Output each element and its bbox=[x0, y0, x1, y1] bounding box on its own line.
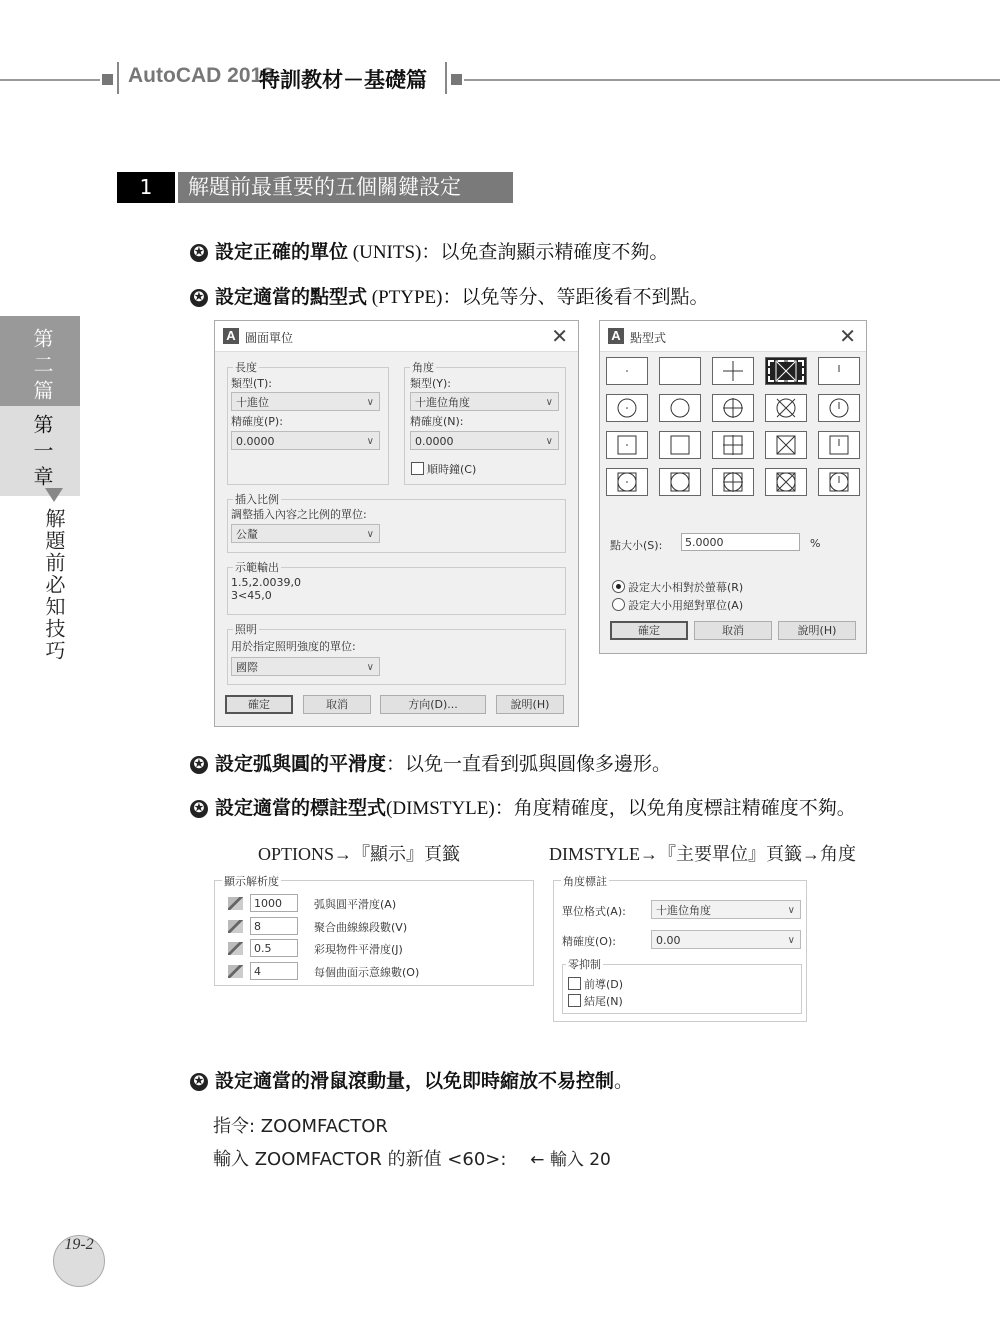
star-bullet-icon: ✪ bbox=[190, 289, 208, 307]
side-part-label: 第二篇 bbox=[30, 328, 54, 406]
point-style-option[interactable] bbox=[659, 468, 701, 496]
insert-label: 調整插入內容之比例的單位: bbox=[231, 508, 367, 521]
bullet-rest: 。 bbox=[614, 1070, 634, 1092]
point-size-label: 點大小(S): bbox=[610, 539, 663, 552]
units-dialog bbox=[214, 320, 579, 727]
autocad-logo-icon: A bbox=[223, 328, 239, 344]
point-style-plus-circle-icon bbox=[713, 395, 753, 421]
resolution-value-input[interactable]: 1000 bbox=[250, 894, 298, 912]
point-style-option[interactable] bbox=[818, 431, 860, 459]
direction-button[interactable]: 方向(D)... bbox=[380, 695, 486, 714]
precision-label: 精確度(O): bbox=[562, 935, 616, 948]
units-dialog-titlebar bbox=[215, 321, 578, 352]
leading-checkbox[interactable] bbox=[568, 977, 581, 990]
options-caption: OPTIONS→『顯示』頁籤 bbox=[258, 844, 461, 864]
point-style-tick-circle-icon bbox=[819, 395, 859, 421]
angle-precision-label: 精確度(N): bbox=[410, 415, 464, 428]
bullet-smoothness bbox=[190, 749, 671, 776]
bullet-bold: 設定適當的標註型式 bbox=[215, 797, 387, 819]
units-dialog-title: 圖面單位 bbox=[245, 331, 294, 345]
side-chapter-label: 第一章 bbox=[30, 414, 54, 492]
point-style-cross-icon bbox=[766, 358, 806, 384]
bullet-rest: ：以免查詢顯示精確度不夠。 bbox=[421, 241, 669, 263]
section-number: 1 bbox=[117, 172, 175, 203]
chevron-down-icon: ∨ bbox=[787, 905, 795, 916]
length-precision-select[interactable] bbox=[231, 431, 380, 450]
chevron-down-icon: ∨ bbox=[545, 397, 553, 408]
resolution-value-input[interactable]: 8 bbox=[250, 917, 298, 935]
bullet-rest: ：以免一直看到弧與圓像多邊形。 bbox=[386, 753, 672, 775]
star-bullet-icon: ✪ bbox=[190, 1073, 208, 1091]
point-style-option[interactable] bbox=[659, 394, 701, 422]
resolution-setting-label: 彩現物件平滑度(J) bbox=[314, 943, 403, 956]
header-title-box bbox=[117, 62, 447, 94]
point-size-input[interactable]: 5.0000 bbox=[681, 533, 800, 551]
section-title: 解題前最重要的五個關鍵設定 bbox=[178, 172, 513, 203]
bullet-code: (UNITS) bbox=[348, 242, 422, 263]
length-precision-value: 0.0000 bbox=[236, 435, 275, 448]
ok-button[interactable]: 確定 bbox=[610, 621, 688, 640]
length-type-select[interactable] bbox=[231, 392, 380, 411]
clockwise-checkbox[interactable] bbox=[411, 462, 424, 475]
resolution-setting-label: 聚合曲線線段數(V) bbox=[314, 920, 408, 934]
point-style-none-circle-square-icon bbox=[660, 469, 700, 495]
bullet-code: (PTYPE) bbox=[367, 287, 443, 308]
point-style-tick-circle-square-icon bbox=[819, 469, 859, 495]
precision-select[interactable] bbox=[651, 930, 801, 949]
angle-group-label: 角度 bbox=[412, 361, 434, 374]
point-style-tick-icon bbox=[819, 358, 859, 384]
sample-output-line1: 1.5,2.0039,0 bbox=[231, 576, 301, 589]
trailing-checkbox[interactable] bbox=[568, 994, 581, 1007]
point-style-cross-square-icon bbox=[766, 432, 806, 458]
point-style-option[interactable] bbox=[659, 357, 701, 385]
unit-format-select[interactable] bbox=[651, 900, 801, 919]
bullet-code: (DIMSTYLE) bbox=[386, 798, 495, 819]
side-tab-chapter bbox=[0, 406, 80, 496]
side-arrow-icon bbox=[45, 488, 63, 502]
ok-button[interactable]: 確定 bbox=[225, 695, 293, 714]
chevron-down-icon: ∨ bbox=[366, 397, 374, 408]
angular-dimension-label: 角度標註 bbox=[563, 875, 607, 888]
point-style-option[interactable] bbox=[765, 357, 807, 385]
insert-group-label: 插入比例 bbox=[235, 493, 279, 506]
absolute-size-label: 設定大小用絕對單位(A) bbox=[628, 599, 744, 612]
chevron-down-icon: ∨ bbox=[366, 662, 374, 673]
display-resolution-panel bbox=[214, 875, 534, 986]
drawing-file-icon bbox=[228, 897, 243, 910]
bullet-rest: ：角度精確度，以免角度標註精確度不夠。 bbox=[494, 797, 856, 819]
header-title: 特訓教材－基礎篇 bbox=[259, 68, 427, 92]
bullet-units bbox=[190, 237, 668, 264]
header-square-right bbox=[451, 74, 462, 85]
point-style-option[interactable] bbox=[659, 431, 701, 459]
display-resolution-label: 顯示解析度 bbox=[224, 875, 279, 888]
angle-precision-value: 0.0000 bbox=[415, 435, 454, 448]
clockwise-label: 順時鐘(C) bbox=[427, 463, 477, 476]
command-prompt: 輸入 ZOOMFACTOR 的新值 <60>: bbox=[213, 1149, 507, 1170]
length-type-label: 類型(T): bbox=[231, 377, 273, 390]
chevron-down-icon: ∨ bbox=[787, 935, 795, 946]
point-style-dot-square-icon bbox=[607, 432, 647, 458]
zero-suppression-label: 零抑制 bbox=[568, 958, 601, 971]
resolution-value-input[interactable]: 0.5 bbox=[250, 939, 298, 957]
help-button[interactable]: 說明(H) bbox=[778, 621, 856, 640]
point-style-tick-square-icon bbox=[819, 432, 859, 458]
point-style-option[interactable] bbox=[606, 468, 648, 496]
point-style-plus-square-icon bbox=[713, 432, 753, 458]
length-group-label: 長度 bbox=[235, 361, 257, 374]
page-number: 19-2 bbox=[53, 1235, 105, 1287]
chevron-down-icon: ∨ bbox=[366, 529, 374, 540]
point-style-option[interactable] bbox=[765, 394, 807, 422]
help-button[interactable]: 說明(H) bbox=[496, 695, 564, 714]
point-style-none-icon bbox=[660, 358, 700, 384]
point-style-plus-icon bbox=[713, 358, 753, 384]
side-topic-label: 解題前必知技巧 bbox=[42, 508, 66, 662]
precision-value: 0.00 bbox=[656, 934, 681, 947]
point-style-plus-circle-square-icon bbox=[713, 469, 753, 495]
relative-size-label: 設定大小相對於螢幕(R) bbox=[628, 581, 744, 594]
point-style-dialog bbox=[599, 320, 867, 654]
sample-output-line2: 3<45,0 bbox=[231, 589, 272, 602]
command-note: ← 輸入 20 bbox=[530, 1150, 611, 1170]
point-style-option[interactable] bbox=[765, 431, 807, 459]
sample-output-label: 示範輸出 bbox=[235, 561, 279, 574]
bullet-bold: 設定適當的點型式 bbox=[215, 286, 368, 308]
angle-type-select[interactable] bbox=[410, 392, 559, 411]
unit-format-value: 十進位角度 bbox=[656, 904, 711, 917]
point-style-dot-icon bbox=[607, 358, 647, 384]
point-size-unit: % bbox=[810, 537, 821, 550]
point-style-dot-circle-icon bbox=[607, 395, 647, 421]
length-precision-label: 精確度(P): bbox=[231, 415, 283, 428]
star-bullet-icon: ✪ bbox=[190, 244, 208, 262]
resolution-value-input[interactable]: 4 bbox=[250, 962, 298, 980]
absolute-size-radio[interactable] bbox=[612, 598, 625, 611]
bullet-rest: ：以免等分、等距後看不到點。 bbox=[442, 286, 709, 308]
relative-size-radio[interactable] bbox=[612, 580, 625, 593]
point-style-option[interactable] bbox=[606, 431, 648, 459]
point-style-dot-circle-square-icon bbox=[607, 469, 647, 495]
unit-format-label: 單位格式(A): bbox=[562, 905, 626, 918]
length-type-value: 十進位 bbox=[236, 396, 269, 409]
point-style-option[interactable] bbox=[712, 468, 754, 496]
angular-dimension-panel bbox=[553, 875, 807, 1022]
bullet-bold: 設定適當的滑鼠滾動量，以免即時縮放不易控制 bbox=[215, 1070, 615, 1092]
drawing-file-icon bbox=[228, 965, 243, 978]
point-style-option[interactable] bbox=[818, 468, 860, 496]
point-style-cross-circle-square-icon bbox=[766, 469, 806, 495]
bullet-zoomfactor bbox=[190, 1066, 633, 1093]
cancel-button[interactable]: 取消 bbox=[303, 695, 371, 714]
bullet-dimstyle bbox=[190, 793, 856, 820]
chevron-down-icon: ∨ bbox=[366, 436, 374, 447]
star-bullet-icon: ✪ bbox=[190, 756, 208, 774]
side-tab-part bbox=[0, 316, 80, 406]
angle-type-value: 十進位角度 bbox=[415, 396, 470, 409]
bullet-ptype bbox=[190, 282, 709, 309]
point-style-option[interactable] bbox=[765, 468, 807, 496]
insert-units-select[interactable] bbox=[231, 524, 380, 543]
autocad-logo-icon: A bbox=[608, 328, 624, 344]
leading-label: 前導(D) bbox=[584, 978, 624, 991]
point-style-option[interactable] bbox=[818, 394, 860, 422]
bullet-bold: 設定弧與圓的平滑度 bbox=[215, 753, 387, 775]
star-bullet-icon: ✪ bbox=[190, 800, 208, 818]
point-style-option[interactable] bbox=[712, 431, 754, 459]
point-style-titlebar bbox=[600, 321, 866, 352]
lighting-units-value: 國際 bbox=[236, 661, 258, 674]
bullet-bold: 設定正確的單位 bbox=[215, 241, 349, 263]
drawing-file-icon bbox=[228, 942, 243, 955]
chevron-down-icon: ∨ bbox=[545, 436, 553, 447]
command-line-1: 指令: ZOOMFACTOR bbox=[213, 1116, 388, 1137]
command-line-2 bbox=[213, 1145, 611, 1171]
angle-type-label: 類型(Y): bbox=[410, 377, 452, 390]
trailing-label: 結尾(N) bbox=[584, 995, 623, 1008]
close-icon[interactable]: ✕ bbox=[839, 324, 856, 348]
close-icon[interactable]: ✕ bbox=[551, 324, 568, 348]
header-rule-left bbox=[0, 79, 100, 81]
dimstyle-caption: DIMSTYLE→『主要單位』頁籤→角度 bbox=[549, 844, 856, 864]
lighting-label: 用於指定照明強度的單位: bbox=[231, 640, 356, 653]
point-style-none-circle-icon bbox=[660, 395, 700, 421]
point-style-none-square-icon bbox=[660, 432, 700, 458]
point-style-option[interactable] bbox=[712, 357, 754, 385]
insert-units-value: 公釐 bbox=[236, 528, 258, 541]
header-brand: AutoCAD 2018 bbox=[128, 64, 274, 87]
lighting-units-select[interactable] bbox=[231, 657, 380, 676]
header-rule-right bbox=[464, 79, 1000, 81]
cancel-button[interactable]: 取消 bbox=[694, 621, 772, 640]
angle-precision-select[interactable] bbox=[410, 431, 559, 450]
point-style-title: 點型式 bbox=[630, 331, 667, 345]
point-style-option[interactable] bbox=[606, 394, 648, 422]
lighting-group-label: 照明 bbox=[235, 623, 257, 636]
point-style-option[interactable] bbox=[712, 394, 754, 422]
point-style-option[interactable] bbox=[818, 357, 860, 385]
drawing-file-icon bbox=[228, 920, 243, 933]
header-square-left bbox=[102, 74, 113, 85]
resolution-setting-label: 每個曲面示意線數(O) bbox=[314, 965, 420, 979]
point-style-option[interactable] bbox=[606, 357, 648, 385]
point-style-cross-circle-icon bbox=[766, 395, 806, 421]
resolution-setting-label: 弧與圓平滑度(A) bbox=[314, 898, 397, 911]
